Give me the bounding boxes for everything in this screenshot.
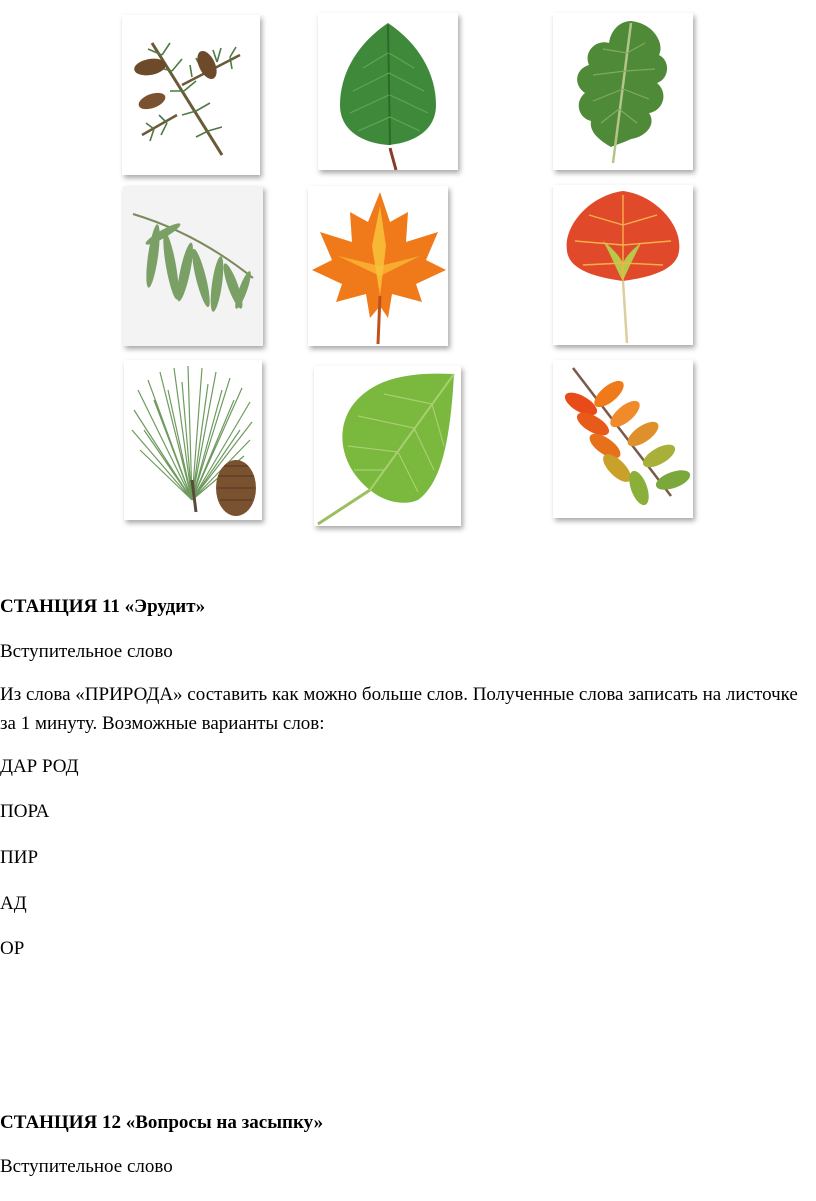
poplar-leaf-icon [314,366,461,526]
word-item: ДАР РОД [0,756,79,777]
word-item: ПОРА [0,801,50,822]
station11-task: Из слова «ПРИРОДА» составить как можно больше слов. Полученные слова записать на листочке за 1 минуту. Возможные варианты слов: [0,684,798,734]
spruce-branch-image [122,15,260,175]
rowan-leaf-icon [553,360,693,518]
pine-branch-icon [124,360,262,520]
oak-leaf-image [553,13,693,170]
word-item: АД [0,893,27,914]
pine-branch-image [124,360,262,520]
poplar-leaf-image [314,366,461,526]
maple-leaf-image [308,186,448,346]
maple-leaf-icon [308,186,448,346]
oak-leaf-icon [553,13,693,170]
spruce-branch-icon [122,15,260,175]
birch-leaf-icon [318,13,458,170]
aspen-leaf-icon [553,185,693,345]
rowan-leaf-image [553,360,693,518]
birch-leaf-image [318,13,458,170]
word-item: ОР [0,938,25,959]
station12-heading: СТАНЦИЯ 12 «Вопросы на засыпку» [0,1112,324,1133]
willow-branch-icon [123,186,263,346]
station11-heading: СТАНЦИЯ 11 «Эрудит» [0,596,206,617]
aspen-leaf-image [553,185,693,345]
station12-intro: Вступительное слово [0,1156,173,1177]
willow-branch-image [123,186,263,346]
station11-intro: Вступительное слово [0,641,173,662]
word-item: ПИР [0,847,39,868]
